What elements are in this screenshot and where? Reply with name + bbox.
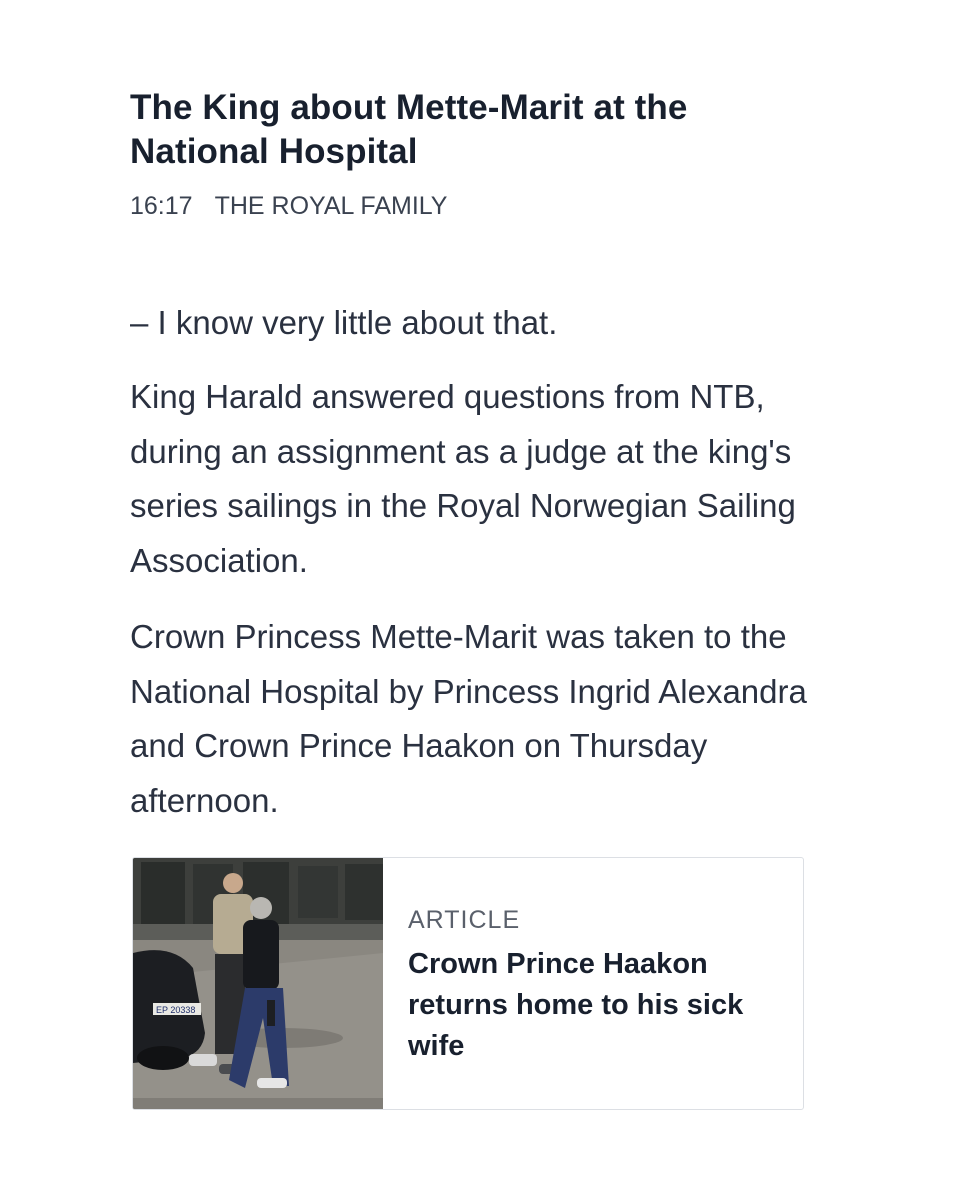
article-paragraph-2: King Harald answered questions from NTB, during an assignment as a judge at the king's series sailings in the Royal Norwegian Sailing Association. [130,378,796,579]
article-paragraph-3: Crown Princess Mette-Marit was taken to the National Hospital by Princess Ingrid Alexandra and Crown Prince Haakon on Thursday afternoon. [130,618,807,819]
license-plate-text: EP 20338 [156,1005,196,1015]
related-article-card[interactable] [132,857,804,1110]
related-article-title[interactable]: Crown Prince Haakon returns home to his sick wife [408,948,744,1062]
related-article-kicker: ARTICLE [408,906,521,934]
article-meta [130,190,448,222]
article-category[interactable]: THE ROYAL FAMILY [214,192,448,220]
article-paragraph-quote: – I know very little about that. [130,304,558,341]
related-article-image[interactable] [133,858,383,1110]
related-article-text [408,904,788,1067]
article-time: 16:17 [130,192,193,220]
article-headline: The King about Mette-Marit at the National Hospital [130,88,688,171]
street-photo-image [133,858,383,1110]
